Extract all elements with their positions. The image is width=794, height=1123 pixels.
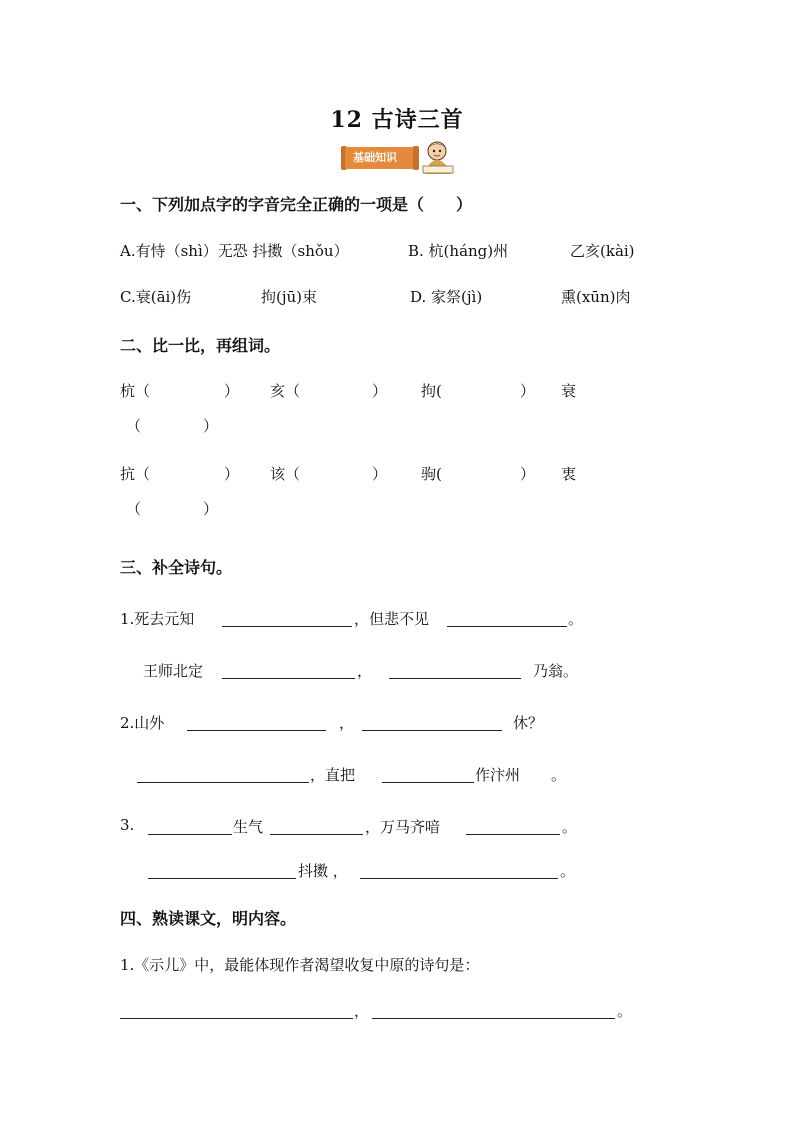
compare-paren-open: （ bbox=[126, 417, 142, 435]
compare-paren-close: ） bbox=[372, 382, 388, 400]
compare-item: 衰 bbox=[561, 382, 577, 400]
poem3-number: 3. bbox=[120, 816, 135, 834]
answer-blank[interactable] bbox=[120, 1001, 353, 1019]
answer-blank[interactable] bbox=[187, 713, 326, 731]
poem2-end: 休？ bbox=[513, 714, 544, 732]
answer-blank[interactable] bbox=[148, 817, 232, 835]
poem3-line2-end: 。 bbox=[560, 862, 576, 880]
compare-item: 该（ bbox=[270, 465, 301, 483]
poem1-line2-end: 乃翁。 bbox=[533, 662, 579, 680]
option-d: D. 家祭(jì) bbox=[410, 288, 483, 306]
answer-blank[interactable] bbox=[389, 661, 521, 679]
compare-item: 拘( bbox=[421, 382, 442, 400]
compare-item: 亥（ bbox=[270, 382, 301, 400]
page-title: 12 古诗三首 bbox=[330, 107, 464, 133]
poem2-line2-place: 作汴州 bbox=[475, 766, 521, 784]
answer-blank[interactable] bbox=[372, 1001, 615, 1019]
answer-blank[interactable] bbox=[382, 765, 474, 783]
poem1-mid: ，但悲不见 bbox=[354, 610, 430, 628]
compare-paren-close: ） bbox=[203, 417, 219, 435]
badge-label: 基础知识 bbox=[353, 151, 397, 164]
poem2-start: 2.山外 bbox=[120, 714, 165, 732]
option-c-second: 拘(jū)束 bbox=[261, 288, 318, 306]
poem1-start: 1.死去元知 bbox=[120, 610, 195, 628]
compare-paren-close: ） bbox=[224, 382, 240, 400]
section1-heading: 一、下列加点字的字音完全正确的一项是（ ） bbox=[120, 195, 473, 214]
compare-paren-open: （ bbox=[126, 500, 142, 518]
poem3-end: 。 bbox=[562, 818, 578, 836]
answer-blank[interactable] bbox=[466, 817, 560, 835]
answer-separator: ， bbox=[354, 1002, 370, 1020]
poem3-mid: ，万马齐喑 bbox=[365, 818, 441, 836]
compare-paren-close: ） bbox=[224, 465, 240, 483]
option-a: A.有恃（shì）无恐 抖擞（shǒu） bbox=[120, 242, 349, 260]
question-1: 1.《示儿》中，最能体现作者渴望收复中原的诗句是： bbox=[120, 956, 480, 974]
basic-knowledge-badge bbox=[339, 138, 462, 176]
compare-paren-close: ） bbox=[520, 465, 536, 483]
compare-item: 抗（ bbox=[120, 465, 151, 483]
compare-item: 杭（ bbox=[120, 382, 151, 400]
compare-paren-close: ） bbox=[203, 500, 219, 518]
option-c: C.衰(āi)伤 bbox=[120, 288, 192, 306]
section3-heading: 三、补全诗句。 bbox=[120, 558, 233, 577]
option-d-second: 熏(xūn)肉 bbox=[561, 288, 631, 306]
answer-end: 。 bbox=[617, 1002, 633, 1020]
answer-blank[interactable] bbox=[360, 861, 558, 879]
compare-paren-close: ） bbox=[372, 465, 388, 483]
poem3-line2-mid: 抖擞 ， bbox=[298, 862, 348, 880]
poem2-mid: ， bbox=[339, 714, 355, 732]
answer-blank[interactable] bbox=[137, 765, 309, 783]
answer-blank[interactable] bbox=[148, 861, 296, 879]
option-b: B. 杭(háng)州 bbox=[408, 242, 509, 260]
compare-item: 驹( bbox=[421, 465, 442, 483]
section4-heading: 四、熟读课文，明内容。 bbox=[120, 909, 297, 928]
poem1-line2-mid: ， bbox=[357, 662, 373, 680]
section2-heading: 二、比一比，再组词。 bbox=[120, 336, 281, 355]
answer-blank[interactable] bbox=[222, 609, 352, 627]
compare-item: 衷 bbox=[561, 465, 577, 483]
poem1-end: 。 bbox=[568, 610, 584, 628]
answer-blank[interactable] bbox=[270, 817, 363, 835]
option-b-second: 乙亥(kài) bbox=[570, 242, 635, 260]
answer-blank[interactable] bbox=[362, 713, 502, 731]
answer-blank[interactable] bbox=[447, 609, 567, 627]
compare-paren-close: ） bbox=[520, 382, 536, 400]
poem3-word: 生气 bbox=[233, 818, 264, 836]
poem1-line2-start: 王师北定 bbox=[143, 662, 204, 680]
answer-blank[interactable] bbox=[222, 661, 355, 679]
poem2-line2-end: 。 bbox=[551, 766, 567, 784]
poem2-line2-mid: ，直把 bbox=[310, 766, 356, 784]
